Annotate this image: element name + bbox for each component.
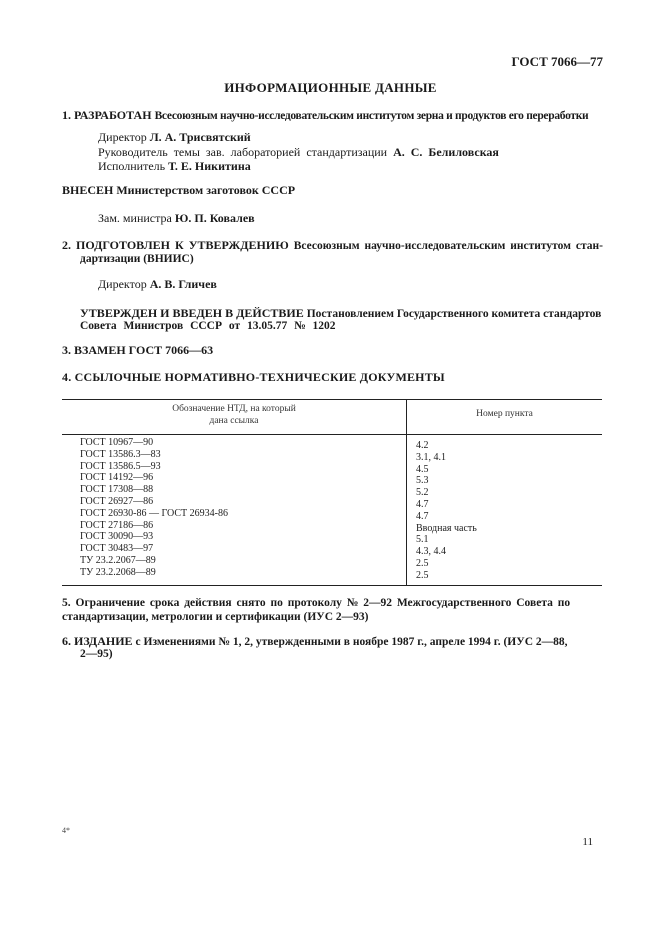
approved-text: Постановлением Государственного комитета стандартов [306,308,602,320]
table-cell-point: 4.3, 4.4 [416,546,446,558]
table-cell-doc: ГОСТ 27186—86 [80,519,154,531]
section-1 [62,108,588,123]
deputy-role: Зам. министра [98,211,175,225]
lead-role: Руководитель темы зав. лабораторией стандартизации [98,145,394,159]
approved-line-1 [80,306,601,321]
table-cell-doc: ГОСТ 13586.5—93 [80,460,161,472]
table-cell-point: 5.1 [416,534,429,546]
table-header-col1 [62,403,406,427]
table-cell-doc: ТУ 23.2.2068—89 [80,566,156,578]
s2-director-line [98,277,217,292]
page-title: ИНФОРМАЦИОННЫЕ ДАННЫЕ [224,80,437,95]
section-1-text: Всесоюзным научно-исследовательским институтом зерна и продуктов его переработки [154,110,589,122]
s2-director-name: А. В. Гличев [149,277,217,291]
table-cell-doc: ГОСТ 10967—90 [80,437,154,448]
section-6-text: с Изменениями № 1, 2, утвержденными в ноябре 1987 г., апреле 1994 г. (ИУС 2—88, [135,636,568,648]
section-6-lead: 6. ИЗДАНИЕ [62,634,133,648]
section-4: 4. ССЫЛОЧНЫЕ НОРМАТИВНО-ТЕХНИЧЕСКИЕ ДОКУМЕНТЫ [62,370,445,384]
director-name: Л. А. Трисвятский [149,130,251,144]
table-header-rule [62,434,602,435]
table-cell-point: 4.7 [416,510,429,522]
table-bottom-rule [62,585,602,586]
s2-director-role: Директор [98,277,150,291]
table-cell-point: 4.7 [416,498,429,510]
table-cell-doc: ГОСТ 26930-86 — ГОСТ 26934-86 [80,507,228,519]
table-cell-point: 5.2 [416,487,429,499]
executor-line [98,159,251,174]
section-6-line-2: 2—95) [80,648,113,660]
table-cell-doc: ГОСТ 30483—97 [80,543,154,555]
lead-line [98,145,499,160]
document-code: ГОСТ 7066—77 [511,54,603,69]
executor-name: Т. Е. Никитина [168,159,251,173]
approved-lead: УТВЕРЖДЕН И ВВЕДЕН В ДЕЙСТВИЕ [80,306,304,320]
table-top-rule [62,399,602,400]
section-6-line-1 [62,634,568,649]
director-line [98,130,251,145]
section-2-lead: 2. ПОДГОТОВЛЕН К УТВЕРЖДЕНИЮ [62,238,289,252]
deputy-line [98,211,255,226]
table-col-docs [80,437,228,579]
table-cell-doc: ГОСТ 26927—86 [80,495,154,507]
table-cell-doc: ГОСТ 13586.3—83 [80,448,161,460]
table-header-col2: Номер пункта [476,409,533,419]
table-header-col1-line1: Обозначение НТД, на который [172,404,296,414]
table-cell-point: 2.5 [416,557,429,569]
executor-role: Исполнитель [98,159,169,173]
table-cell-point: 4.5 [416,463,429,475]
table-cell-doc: ГОСТ 14192—96 [80,472,154,484]
introduced-by: ВНЕСЕН Министерством заготовок СССР [62,183,296,197]
section-5-line-1: 5. Ограничение срока действия снято по протоколу № 2—92 Межгосударственного Совета по [62,597,571,609]
table-cell-point: 4.2 [416,440,429,451]
table-column-divider [406,399,407,585]
approved-line-2: Совета Министров СССР от 13.05.77 № 1202 [80,320,336,332]
table-cell-point: 3.1, 4.1 [416,451,446,463]
table-cell-doc: ГОСТ 30090—93 [80,531,154,543]
table-cell-doc: ТУ 23.2.2067—89 [80,554,156,566]
deputy-name: Ю. П. Ковалев [174,211,255,225]
section-1-lead: 1. РАЗРАБОТАН [62,108,152,122]
page-number: 11 [582,836,593,848]
table-cell-point: Вводная часть [416,522,477,534]
signature-mark: 4* [62,826,70,835]
table-header-col1-line2: дана ссылка [209,416,259,426]
section-2 [62,238,603,253]
section-5-line-2: стандартизации, метрологии и сертификации (ИУС 2—93) [62,611,369,623]
table-cell-doc: ГОСТ 17308—88 [80,484,154,496]
table-col-points [416,440,477,582]
section-3: 3. ВЗАМЕН ГОСТ 7066—63 [62,343,214,357]
lead-name: А. С. Белиловская [393,145,499,159]
section-2-text: Всесоюзным научно-исследовательским институтом стан- [293,240,603,252]
table-cell-point: 5.3 [416,475,429,487]
director-role: Директор [98,130,150,144]
table-cell-point: 2.5 [416,569,429,581]
section-2-text-cont: дартизации (ВНИИС) [80,253,194,265]
